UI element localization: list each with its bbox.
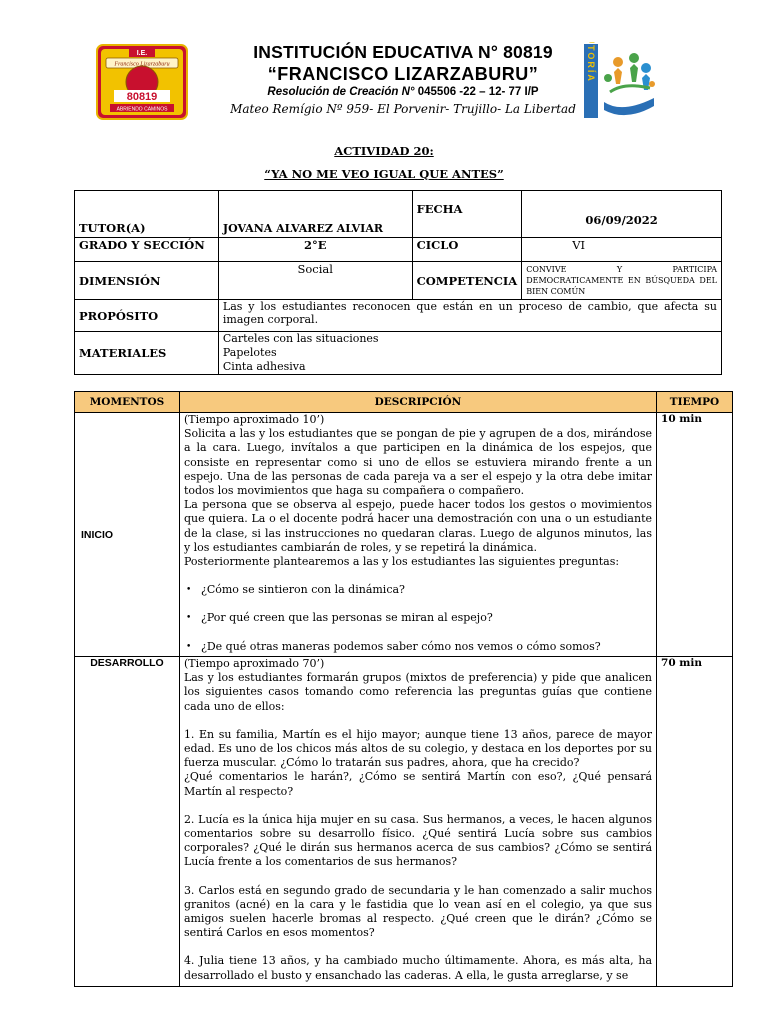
question-item: • ¿Por qué creen que las personas se miran al espejo? xyxy=(184,611,652,625)
question-item: • ¿De qué otras maneras podemos saber cómo nos vemos o cómo somos? xyxy=(184,640,652,654)
activity-title: “YA NO ME VEO IGUAL QUE ANTES” xyxy=(264,167,504,181)
svg-text:80819: 80819 xyxy=(126,91,158,103)
desarrollo-line: (Tiempo aproximado 70’) xyxy=(183,657,325,670)
dimension-value: Social xyxy=(218,262,412,300)
case-item: 4. Julia tiene 13 años, y ha cambiado mucho últimamente. Ahora, es más alta, ha desarrollado el busto y ensanchado las caderas. A ella, le gusta arreglarse, y se xyxy=(183,954,653,982)
activity-table xyxy=(74,391,733,987)
fecha-value: 06/09/2022 xyxy=(522,191,722,238)
ciclo-value: VI xyxy=(522,238,722,262)
fecha-label: FECHA xyxy=(412,191,522,238)
case-item: ¿Qué comentarios le harán?, ¿Cómo se sentirá Martín con eso?, ¿Qué pensará Martín al respecto? xyxy=(183,770,653,798)
inicio-line: La persona que se observa al espejo, puede hacer todos los gestos o movimientos que quiera. La o el docente podrá hacer una demostración con una o un estudiante de la clase, si las instrucciones no quedaran claras. Luego de algunos minutos, las y los estudiantes cambiarán de roles, y se repetirá la dinámica. xyxy=(183,498,653,554)
svg-text:ABRIENDO CAMINOS: ABRIENDO CAMINOS xyxy=(116,106,168,113)
competencia-label: COMPETENCIA xyxy=(412,262,522,300)
materiales-item: Carteles con las situaciones xyxy=(222,332,379,345)
inicio-line: Solicita a las y los estudiantes que se pongan de pie y agrupen de a dos, mirándose a la cara. Luego, invítalos a que participen en la dinámica de los espejos, que consiste en representar como si uno de ellos se estuviera mirando frente a un espejo. Una de las personas de cada pareja va a ser el espejo y la otra debe imitar todos los movimientos que haga su compañera o compañero. xyxy=(183,427,653,498)
materiales-item: Cinta adhesiva xyxy=(222,360,306,373)
inicio-line: (Tiempo aproximado 10’) xyxy=(183,413,325,426)
desarrollo-description xyxy=(179,657,656,987)
inicio-time: 10 min xyxy=(657,413,733,657)
svg-text:TUTORÍA: TUTORÍA xyxy=(586,42,596,83)
school-name: INSTITUCIÓN EDUCATIVA N° 80819 xyxy=(253,42,553,62)
proposito-label: PROPÓSITO xyxy=(75,300,219,332)
tiempo-header: TIEMPO xyxy=(657,392,733,413)
desarrollo-label: DESARROLLO xyxy=(75,657,180,987)
svg-text:Francisco Lizarzaburu: Francisco Lizarzaburu xyxy=(114,61,170,68)
ciclo-label: CICLO xyxy=(412,238,522,262)
tutor-value: JOVANA ALVAREZ ALVIAR xyxy=(218,191,412,238)
materiales-label: MATERIALES xyxy=(75,332,219,375)
inicio-description xyxy=(179,413,656,657)
info-table xyxy=(74,190,722,375)
grado-label: GRADO Y SECCIÓN xyxy=(75,238,219,262)
svg-text:I.E.: I.E. xyxy=(136,50,148,57)
desarrollo-time: 70 min xyxy=(657,657,733,987)
competencia-value: CONVIVE Y PARTICIPA DEMOCRATICAMENTE EN BÚSQUEDA DEL BIEN COMÚN xyxy=(522,262,722,300)
inicio-label: INICIO xyxy=(75,413,180,657)
case-item: 1. En su familia, Martín es el hijo mayor; aunque tiene 13 años, parece de mayor edad. Es uno de los chicos más altos de su colegio, y destaca en los deportes por su fuerza muscular. ¿Cómo lo tratarán sus padres, ahora, que ha crecido? xyxy=(183,727,653,770)
question-item: • ¿Cómo se sintieron con la dinámica? xyxy=(184,583,652,597)
school-address: Mateo Remígio Nº 959- El Porvenir- Trujillo- La Libertad xyxy=(230,102,576,116)
activity-number: ACTIVIDAD 20: xyxy=(334,144,434,158)
tutor-label: TUTOR(A) xyxy=(75,191,219,238)
school-subtitle: “FRANCISCO LIZARZABURU” xyxy=(267,64,539,84)
materiales-list xyxy=(218,332,721,375)
grado-value: 2°E xyxy=(218,238,412,262)
resolution-line: Resolución de Creación N° 045506 -22 – 12- 77 I/P xyxy=(267,86,539,98)
descripcion-header: DESCRIPCIÓN xyxy=(179,392,656,413)
dimension-label: DIMENSIÓN xyxy=(75,262,219,300)
momentos-header: MOMENTOS xyxy=(75,392,180,413)
case-item: 2. Lucía es la única hija mujer en su casa. Sus hermanos, a veces, le hacen algunos comentarios sobre su desarrollo físico. ¿Qué sentirá Lucía sobre sus cambios corporales? ¿Qué le dirán sus hermanos acerca de sus cambios? ¿Cómo se sentirá Lucía frente a los comentarios de sus hermanos? xyxy=(183,812,653,869)
desarrollo-line: Las y los estudiantes formarán grupos (mixtos de preferencia) y pide que analicen los siguientes casos tomando como referencia las preguntas guías que contiene cada uno de ellos: xyxy=(183,671,653,713)
school-crest-logo xyxy=(96,44,188,120)
case-item: 3. Carlos está en segundo grado de secundaria y le han comenzado a salir muchos granitos (acné) en la cara y le fastidia que lo vean así en el colegio, ya que sus amigos suelen hacerle bromas al respecto. ¿Qué creen que le dirán? ¿Cómo se sentirá Carlos en esos momentos? xyxy=(183,883,653,940)
tutoria-logo xyxy=(582,42,660,120)
inicio-line: Posteriormente plantearemos a las y los estudiantes las siguientes preguntas: xyxy=(183,555,620,569)
proposito-value: Las y los estudiantes reconocen que están en un proceso de cambio, que afecta su imagen corporal. xyxy=(218,300,721,332)
materiales-item: Papelotes xyxy=(222,346,277,359)
